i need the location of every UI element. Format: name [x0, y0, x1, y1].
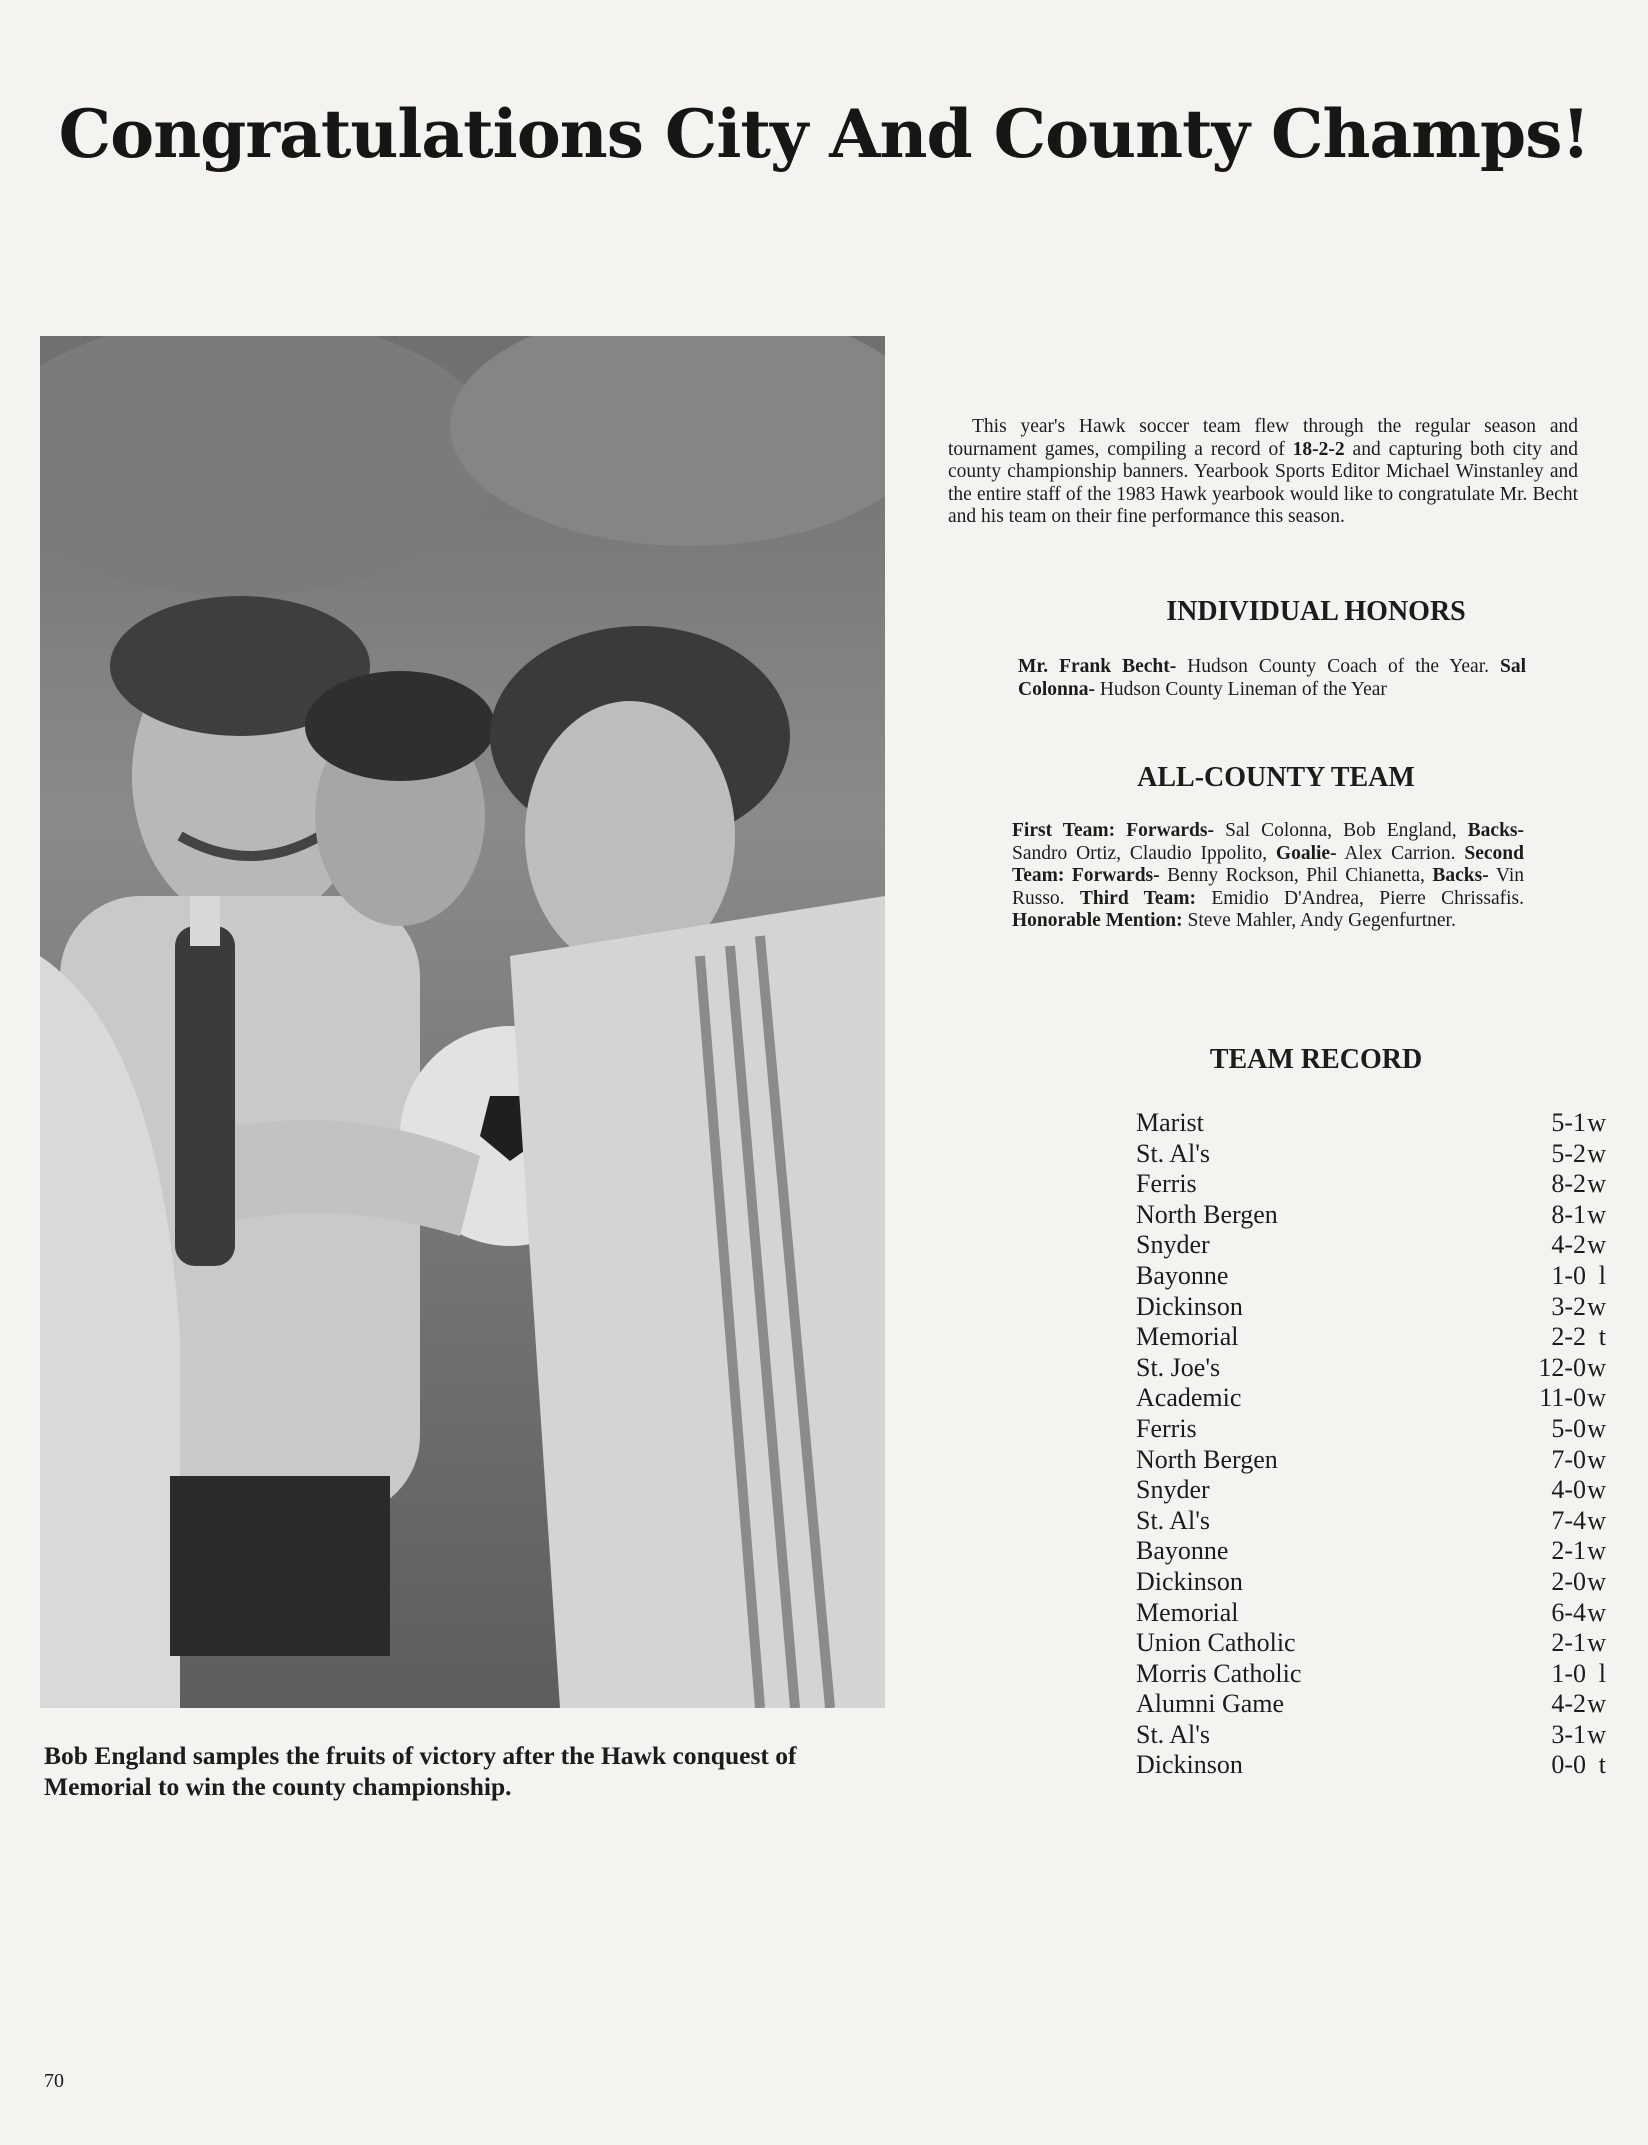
opponent: St. Al's — [1136, 1138, 1211, 1168]
result: w — [1587, 1169, 1606, 1199]
opponent: Dickinson — [1136, 1750, 1243, 1780]
opponent: St. Al's — [1136, 1719, 1211, 1749]
record-row — [1136, 1230, 1606, 1261]
result: w — [1587, 1689, 1606, 1719]
photo-caption: Bob England samples the fruits of victory after the Hawk conquest of Memorial to win the county championship. — [44, 1741, 797, 1801]
record-row — [1136, 1598, 1606, 1629]
opponent: Memorial — [1136, 1597, 1239, 1627]
score: 2-2 — [1551, 1322, 1586, 1352]
season-record: 18-2-2 — [1292, 438, 1345, 460]
score: 4-0 — [1551, 1475, 1586, 1505]
all-county-heading: ALL-COUNTY TEAM — [1137, 762, 1415, 793]
opponent: Snyder — [1136, 1475, 1210, 1505]
backs-label: Backs- — [1467, 820, 1525, 841]
record-row — [1136, 1414, 1606, 1445]
result: w — [1587, 1291, 1606, 1321]
intro-text-1: This year's Hawk soccer team flew through the regular season and tournament games, compiling a record of — [948, 416, 1578, 460]
opponent: Dickinson — [1136, 1291, 1243, 1321]
score: 4-2 — [1551, 1230, 1586, 1260]
result: w — [1587, 1719, 1606, 1749]
page-headline: Congratulations City And County Champs! — [58, 95, 1590, 173]
result: w — [1587, 1352, 1606, 1382]
team-celebration-photo — [40, 336, 885, 1708]
score: 3-2 — [1551, 1291, 1586, 1321]
result: w — [1587, 1199, 1606, 1229]
score: 8-2 — [1551, 1169, 1586, 1199]
record-row — [1136, 1750, 1606, 1781]
record-row — [1136, 1659, 1606, 1690]
honoree-1: Mr. Frank Becht- — [1018, 656, 1177, 677]
all-county-text — [1012, 820, 1524, 933]
score: 11-0 — [1539, 1383, 1586, 1413]
score: 12-0 — [1538, 1352, 1586, 1382]
opponent: North Bergen — [1136, 1199, 1278, 1229]
result: w — [1587, 1597, 1606, 1627]
record-row — [1136, 1506, 1606, 1537]
intro-text-2: and capturing both city and county championship banners. Yearbook Sports Editor Michael Winstanley and the entire staff of the 1983 Hawk yearbook would like to congratulate Mr. Becht and his team on their fine performance this season. — [948, 438, 1578, 527]
honoree-2: Sal Colonna- — [1018, 656, 1526, 700]
score: 1-0 — [1551, 1658, 1586, 1688]
opponent: Bayonne — [1136, 1536, 1229, 1566]
record-row — [1136, 1475, 1606, 1506]
individual-honors-heading: INDIVIDUAL HONORS — [1166, 596, 1466, 627]
second-backs: Vin Russo. — [1012, 865, 1524, 909]
record-row — [1136, 1261, 1606, 1292]
opponent: Dickinson — [1136, 1566, 1243, 1596]
first-forwards: Sal Colonna, Bob England, — [1214, 820, 1468, 841]
intro-paragraph — [948, 416, 1578, 529]
result: w — [1587, 1475, 1606, 1505]
forwards-label: Forwards- — [1115, 820, 1214, 841]
individual-honors-text — [1018, 656, 1526, 701]
record-row — [1136, 1689, 1606, 1720]
result: t — [1598, 1750, 1606, 1780]
third-team-label: Third Team: — [1079, 887, 1196, 909]
score: 2-1 — [1551, 1628, 1586, 1658]
score: 5-2 — [1551, 1138, 1586, 1168]
opponent: St. Joe's — [1136, 1352, 1221, 1382]
opponent: Memorial — [1136, 1322, 1239, 1352]
award-1: Hudson County Coach of the Year. — [1176, 656, 1500, 677]
second-team-label: Second Team: — [1012, 842, 1524, 886]
score: 2-0 — [1551, 1566, 1586, 1596]
opponent: Ferris — [1136, 1413, 1197, 1443]
record-row — [1136, 1322, 1606, 1353]
score: 2-1 — [1551, 1536, 1586, 1566]
result: w — [1587, 1413, 1606, 1443]
opponent: Morris Catholic — [1136, 1658, 1302, 1688]
result: w — [1587, 1383, 1606, 1413]
result: w — [1587, 1566, 1606, 1596]
record-row — [1136, 1720, 1606, 1751]
opponent: Ferris — [1136, 1169, 1197, 1199]
photo-illustration — [40, 336, 885, 1708]
result: w — [1587, 1138, 1606, 1168]
score: 3-1 — [1551, 1719, 1586, 1749]
score: 6-4 — [1551, 1597, 1586, 1627]
record-row — [1136, 1139, 1606, 1170]
award-2: Hudson County Lineman of the Year — [1094, 678, 1387, 700]
third-team: Emidio D'Andrea, Pierre Chrissafis. — [1196, 887, 1524, 909]
first-team-label: First Team: — [1012, 820, 1116, 841]
record-row — [1136, 1292, 1606, 1323]
record-row — [1136, 1108, 1606, 1139]
result: w — [1587, 1536, 1606, 1566]
first-backs: Sandro Ortiz, Claudio Ippolito, — [1012, 842, 1276, 864]
result: w — [1587, 1108, 1606, 1137]
result: w — [1587, 1230, 1606, 1260]
score: 8-1 — [1551, 1199, 1586, 1229]
forwards-label: Forwards- — [1064, 865, 1160, 886]
opponent: Alumni Game — [1136, 1689, 1285, 1719]
honorable-mention: Steve Mahler, Andy Gegenfurtner. — [1182, 910, 1456, 931]
score: 1-0 — [1551, 1260, 1586, 1290]
record-row — [1136, 1628, 1606, 1659]
opponent: North Bergen — [1136, 1444, 1278, 1474]
goalie-name: Alex Carrion. — [1336, 842, 1465, 864]
score: 0-0 — [1551, 1750, 1586, 1780]
opponent: Academic — [1136, 1383, 1242, 1413]
score: 4-2 — [1551, 1689, 1586, 1719]
goalie-label: Goalie- — [1275, 842, 1337, 864]
result: w — [1587, 1505, 1606, 1535]
record-row — [1136, 1536, 1606, 1567]
backs-label: Backs- — [1432, 865, 1489, 886]
score: 7-4 — [1551, 1505, 1586, 1535]
record-row — [1136, 1169, 1606, 1200]
record-row — [1136, 1200, 1606, 1231]
opponent: St. Al's — [1136, 1505, 1211, 1535]
record-row — [1136, 1383, 1606, 1414]
opponent: Snyder — [1136, 1230, 1210, 1260]
team-record-list — [1136, 1108, 1606, 1781]
honorable-mention-label: Honorable Mention: — [1012, 910, 1183, 931]
result: l — [1598, 1260, 1606, 1290]
result: w — [1587, 1628, 1606, 1658]
result: t — [1598, 1322, 1606, 1352]
result: w — [1587, 1444, 1606, 1474]
page-number: 70 — [44, 2070, 64, 2092]
opponent: Bayonne — [1136, 1260, 1229, 1290]
record-row — [1136, 1445, 1606, 1476]
team-record-heading: TEAM RECORD — [1209, 1044, 1423, 1075]
score: 7-0 — [1551, 1444, 1586, 1474]
opponent: Marist — [1136, 1108, 1204, 1137]
second-forwards: Benny Rockson, Phil Chianetta, — [1159, 865, 1433, 886]
result: l — [1598, 1658, 1606, 1688]
score: 5-1 — [1551, 1108, 1586, 1137]
record-row — [1136, 1567, 1606, 1598]
score: 5-0 — [1551, 1413, 1586, 1443]
opponent: Union Catholic — [1136, 1628, 1296, 1658]
record-row — [1136, 1353, 1606, 1384]
